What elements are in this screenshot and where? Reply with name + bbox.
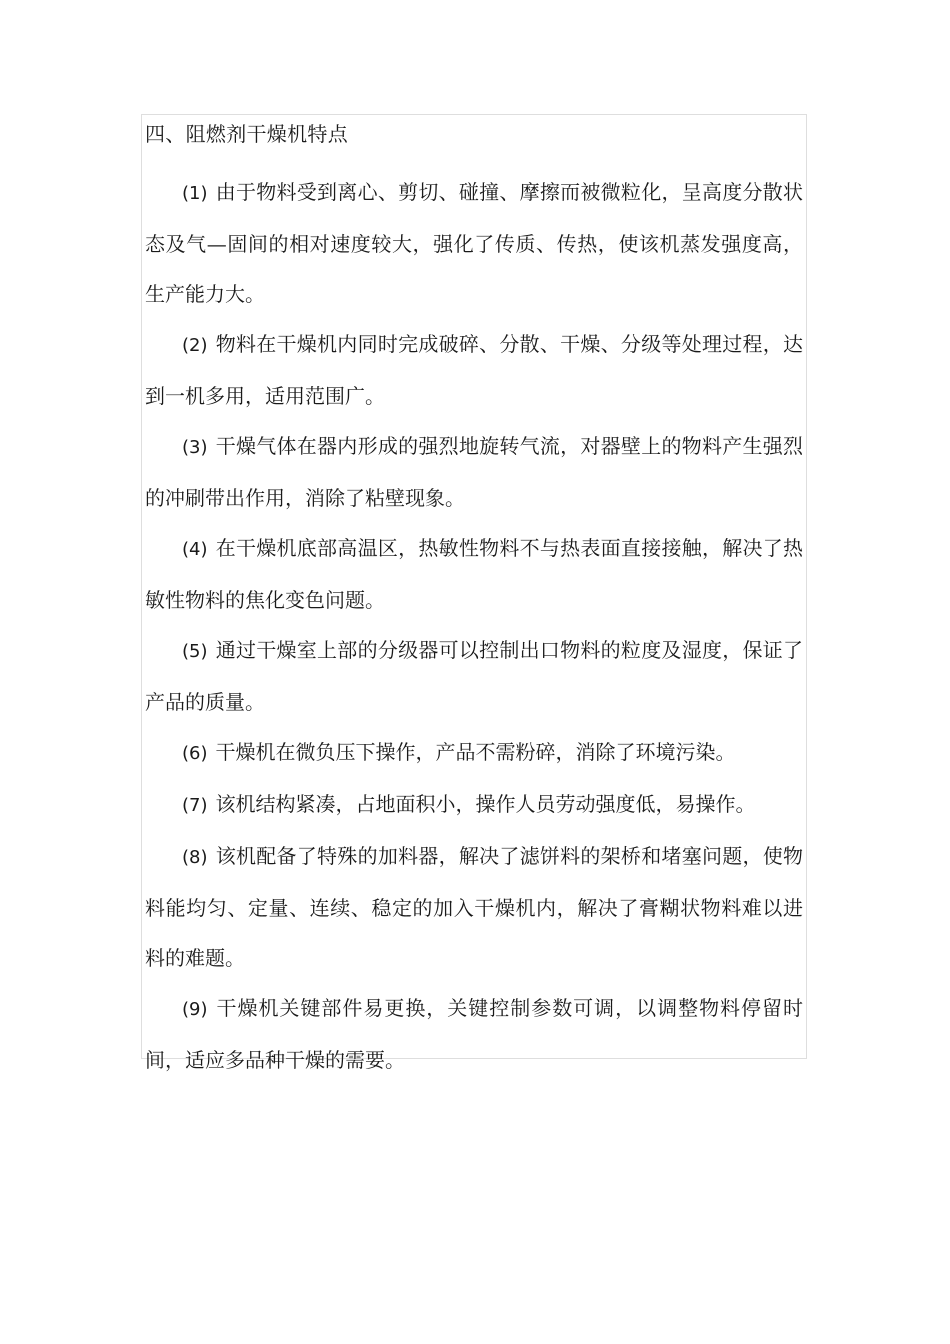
list-item	[145, 421, 803, 523]
list-item	[145, 319, 803, 421]
list-item	[145, 167, 803, 319]
item-number: (3)	[182, 437, 208, 458]
item-text: 干燥机在微负压下操作，产品不需粉碎，消除了环境污染。	[215, 740, 736, 764]
item-text: 该机配备了特殊的加料器，解决了滤饼料的架桥和堵塞问题，使物料能均匀、定量、连续、稳定的加入干燥机内，解决了膏糊状物料难以进料的难题。	[145, 844, 803, 970]
item-number: (9)	[182, 999, 208, 1020]
item-number: (5)	[182, 641, 208, 662]
item-text: 物料在干燥机内同时完成破碎、分散、干燥、分级等处理过程，达到一机多用，适用范围广。	[145, 332, 803, 408]
item-number: (8)	[182, 847, 208, 868]
list-item	[145, 983, 803, 1085]
item-number: (4)	[182, 539, 208, 560]
section-title: 四、阻燃剂干燥机特点	[145, 122, 348, 146]
item-number: (6)	[182, 743, 208, 764]
item-text: 由于物料受到离心、剪切、碰撞、摩擦而被微粒化，呈高度分散状态及气—固间的相对速度较大，强化了传质、传热，使该机蒸发强度高，生产能力大。	[145, 180, 803, 306]
item-text: 干燥机关键部件易更换，关键控制参数可调，以调整物料停留时间，适应多品种干燥的需要。	[145, 996, 803, 1072]
list-item	[145, 625, 803, 727]
item-number: (7)	[182, 795, 208, 816]
list-item	[145, 523, 803, 625]
item-number: (1)	[182, 183, 208, 204]
item-text: 在干燥机底部高温区，热敏性物料不与热表面直接接触，解决了热敏性物料的焦化变色问题。	[145, 536, 803, 612]
list-item	[145, 831, 803, 983]
item-text: 通过干燥室上部的分级器可以控制出口物料的粒度及湿度，保证了产品的质量。	[145, 638, 803, 714]
list-item	[145, 779, 803, 831]
item-text: 干燥气体在器内形成的强烈地旋转气流，对器壁上的物料产生强烈的冲刷带出作用，消除了粘壁现象。	[145, 434, 803, 510]
item-number: (2)	[182, 335, 208, 356]
item-text: 该机结构紧凑，占地面积小，操作人员劳动强度低，易操作。	[215, 792, 756, 816]
document-frame	[141, 114, 807, 1072]
list-item	[145, 727, 803, 779]
